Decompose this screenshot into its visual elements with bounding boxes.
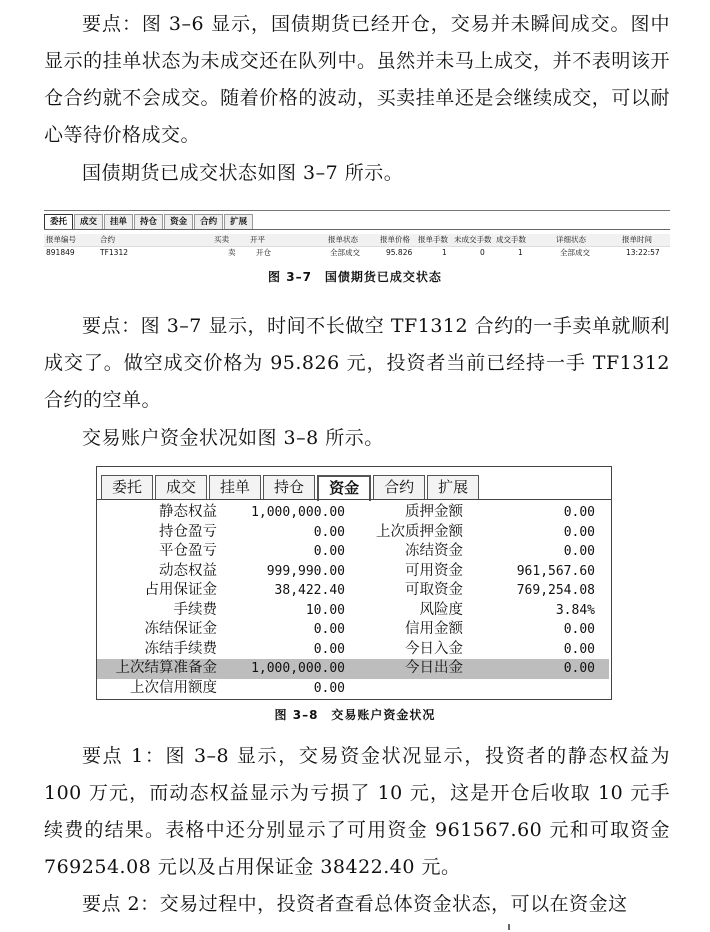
fund-value: 0.00 xyxy=(563,524,595,540)
col-open-close[interactable]: 开平 xyxy=(250,235,265,244)
fund-row xyxy=(97,601,609,621)
fund-row xyxy=(97,542,609,562)
paragraph-2: 国债期货已成交状态如图 3–7 所示。 xyxy=(82,162,404,184)
fund-label: 上次质押金额 xyxy=(376,523,463,540)
fund-label: 可取资金 xyxy=(405,582,463,598)
paragraph-3: 要点：图 3–7 显示，时间不长做空 TF1312 合约的一手卖单就顺利成交了。做空成交价格为 95.826 元，投资者当前已经持一手 TF1312 合约的空单。 xyxy=(44,315,670,411)
fig37-tab-trades[interactable]: 成交 xyxy=(74,214,103,229)
fig38-tab-orders[interactable]: 委托 xyxy=(101,475,153,499)
cell-detail-status: 全部成交 xyxy=(560,248,590,257)
figure-3-7-trade-status xyxy=(44,210,670,261)
fund-value: 0.00 xyxy=(563,641,595,657)
fund-label: 动态权益 xyxy=(159,562,217,579)
fund-value: 961,567.60 xyxy=(516,563,595,579)
fund-value: 0.00 xyxy=(313,680,345,696)
col-order-qty[interactable]: 报单手数 xyxy=(418,235,448,244)
col-order-time[interactable]: 报单时间 xyxy=(622,235,652,244)
fund-value: 38,422.40 xyxy=(274,583,345,598)
fund-label: 信用金额 xyxy=(405,621,463,637)
table-row[interactable] xyxy=(44,247,670,259)
fund-row xyxy=(97,503,609,523)
fund-value: 1,000,000.00 xyxy=(251,661,345,676)
fig38-tab-contracts[interactable]: 合约 xyxy=(373,475,425,499)
fund-label: 静态权益 xyxy=(159,504,217,520)
cell-filled-qty: 1 xyxy=(518,248,523,257)
fig38-tabs xyxy=(101,475,481,499)
paragraph-4: 交易账户资金状况如图 3–8 所示。 xyxy=(82,427,384,449)
paragraph-1: 要点：图 3–6 显示，国债期货已经开仓，交易并未瞬间成交。图中显示的挂单状态为未成交还在队列中。虽然并未马上成交，并不表明该开仓合约就不会成交。随着价格的波动，买卖挂单还是会继续成交，可以耐心等待价格成交。 xyxy=(44,13,670,146)
figure-3-7-caption: 图 3–7 国债期货已成交状态 xyxy=(268,270,442,284)
fund-label: 今日出金 xyxy=(405,660,463,676)
fig38-tab-funds[interactable]: 资金 xyxy=(317,475,371,501)
fund-value: 0.00 xyxy=(313,524,345,540)
fund-value: 0.00 xyxy=(563,661,595,676)
fig38-tab-trades[interactable]: 成交 xyxy=(155,475,207,499)
fig38-tab-positions[interactable]: 持仓 xyxy=(263,475,315,499)
fund-value: 0.00 xyxy=(313,622,345,637)
fund-label: 上次结算准备金 xyxy=(115,660,217,676)
fund-value: 1,000,000.00 xyxy=(251,505,345,520)
fund-value: 0.00 xyxy=(563,622,595,637)
paragraph-5: 要点 1：图 3–8 显示，交易资金状况显示，投资者的静态权益为 100 万元，而动态权益显示为亏损了 10 元，这是开仓后收取 10 元手续费的结果。表格中还分别显示了可用资金 961567.60 元和可取资金 769254.08 元以及占用保证金 38422.40 元。 xyxy=(44,745,670,878)
col-filled-qty[interactable]: 成交手数 xyxy=(496,235,526,244)
fund-value: 0.00 xyxy=(563,505,595,520)
fund-label: 持仓盈亏 xyxy=(159,523,217,540)
fig37-tabs xyxy=(44,214,254,230)
figure-3-8-fund-status xyxy=(96,466,612,700)
fig37-tab-contracts[interactable]: 合约 xyxy=(194,214,223,229)
fig38-tab-pending[interactable]: 挂单 xyxy=(209,475,261,499)
fund-value: 769,254.08 xyxy=(516,583,595,598)
cell-side: 卖 xyxy=(228,248,236,257)
cell-open-close: 开仓 xyxy=(256,248,271,257)
fund-label: 手续费 xyxy=(173,601,217,618)
fund-value: 999,990.00 xyxy=(266,563,345,579)
fund-label: 今日入金 xyxy=(405,640,463,657)
cell-unfilled-qty: 0 xyxy=(480,248,485,257)
fund-value: 10.00 xyxy=(305,602,345,618)
cell-order-qty: 1 xyxy=(442,248,447,257)
cell-order-price: 95.826 xyxy=(386,248,413,257)
fund-label: 冻结保证金 xyxy=(144,621,217,637)
col-side[interactable]: 买卖 xyxy=(214,235,229,244)
fig37-tab-orders[interactable]: 委托 xyxy=(44,214,73,229)
fig37-tab-pending[interactable]: 挂单 xyxy=(104,214,133,229)
fig37-tab-divider xyxy=(44,229,670,230)
fund-label: 冻结手续费 xyxy=(144,640,217,657)
fund-row xyxy=(97,562,609,582)
fund-label: 可用资金 xyxy=(405,562,463,579)
col-order-id[interactable]: 报单编号 xyxy=(46,235,76,244)
col-contract[interactable]: 合约 xyxy=(100,235,115,244)
fig37-tab-funds[interactable]: 资金 xyxy=(164,214,193,229)
col-order-status[interactable]: 报单状态 xyxy=(328,235,358,244)
cell-order-time: 13:22:57 xyxy=(626,248,660,257)
fig37-tab-positions[interactable]: 持仓 xyxy=(134,214,163,229)
col-detail-status[interactable]: 详细状态 xyxy=(556,235,586,244)
fund-row xyxy=(97,640,609,660)
fund-label: 风险度 xyxy=(419,601,463,618)
fig38-tab-divider xyxy=(97,499,611,500)
fund-label: 冻结资金 xyxy=(405,543,463,559)
fund-value: 0.00 xyxy=(313,544,345,559)
fund-value: 0.00 xyxy=(563,544,595,559)
col-unfilled-qty[interactable]: 未成交手数 xyxy=(454,235,492,244)
cell-order-status: 全部成交 xyxy=(330,248,360,257)
fund-label: 上次信用额度 xyxy=(130,679,217,696)
fund-row xyxy=(97,523,609,543)
paragraph-6: 要点 2：交易过程中，投资者查看总体资金状态，可以在资金这 xyxy=(82,893,628,915)
fund-row xyxy=(97,620,609,640)
page-edge-mark xyxy=(508,924,510,930)
col-order-price[interactable]: 报单价格 xyxy=(380,235,410,244)
fund-row-highlighted[interactable] xyxy=(97,659,609,679)
fund-label: 占用保证金 xyxy=(144,582,217,598)
fund-row xyxy=(97,679,609,699)
fig37-tab-extend[interactable]: 扩展 xyxy=(224,214,253,229)
fund-value: 0.00 xyxy=(313,641,345,657)
fund-label: 质押金额 xyxy=(405,504,463,520)
figure-3-8-caption: 图 3–8 交易账户资金状况 xyxy=(274,708,436,722)
fund-label: 平仓盈亏 xyxy=(159,543,217,559)
fund-row xyxy=(97,581,609,601)
fig37-table-header xyxy=(44,234,670,247)
fund-value: 3.84% xyxy=(555,602,595,618)
fig38-tab-extend[interactable]: 扩展 xyxy=(427,475,479,499)
cell-contract: TF1312 xyxy=(100,248,128,257)
cell-order-id: 891849 xyxy=(46,248,75,257)
fund-grid xyxy=(97,503,609,698)
